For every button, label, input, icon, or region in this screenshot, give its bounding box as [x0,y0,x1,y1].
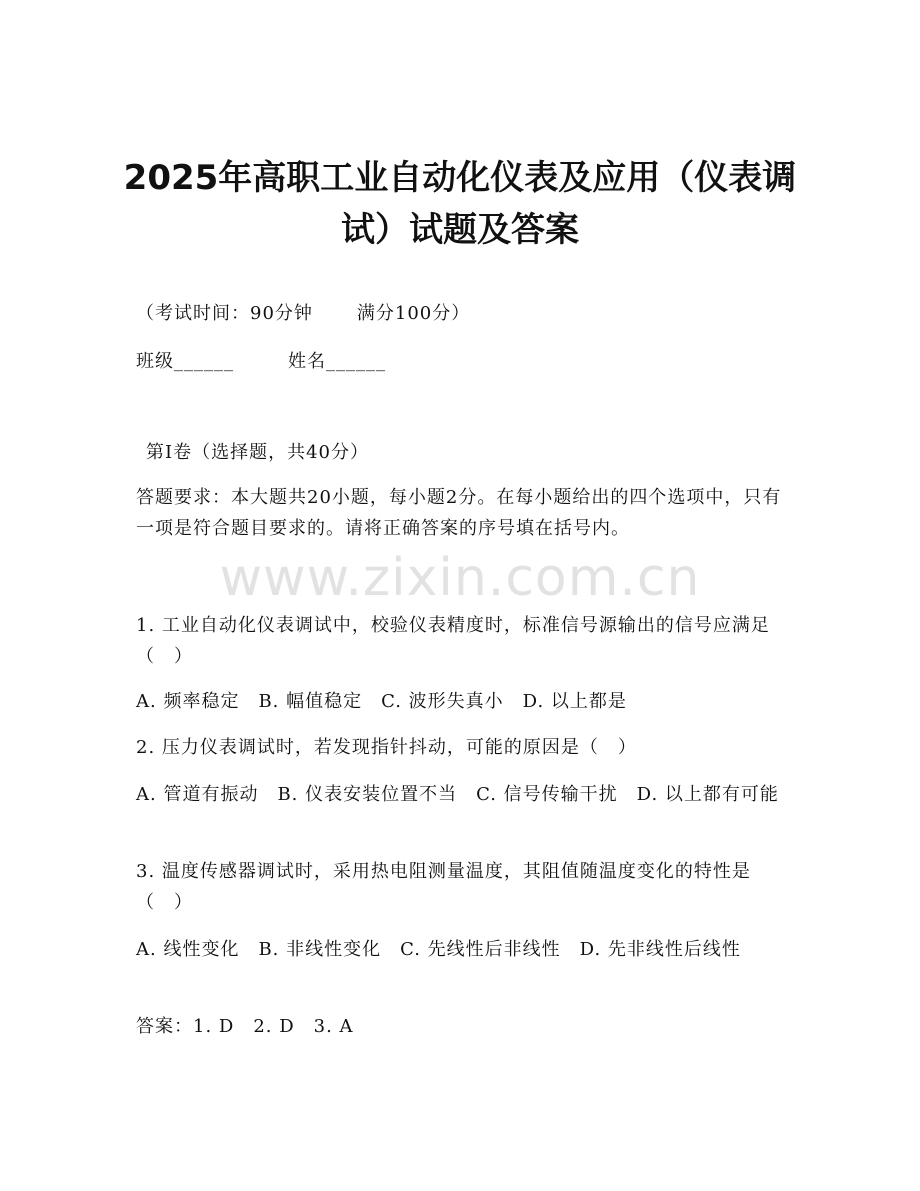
exam-time: （考试时间：90分钟 [136,303,313,324]
exam-info [136,298,470,329]
class-field: 班级______ [136,351,234,372]
question-1-options: A. 频率稳定 B. 幅值稳定 C. 波形失真小 D. 以上都是 [136,691,627,712]
exam-score: 满分100分） [356,303,471,324]
question-2-options: A. 管道有振动 B. 仪表安装位置不当 C. 信号传输干扰 D. 以上都有可能 [136,784,779,805]
section-title: 第I卷（选择题，共40分） [146,442,370,463]
document-title: 2025年高职工业自动化仪表及应用（仪表调试）试题及答案 [123,158,797,250]
student-info [136,346,386,377]
question-3-options: A. 线性变化 B. 非线性变化 C. 先线性后非线性 D. 先非线性后线性 [136,939,741,960]
watermark: www.zixin.com.cn [219,548,701,608]
question-2-stem: 2. 压力仪表调试时，若发现指针抖动，可能的原因是（ ） [136,737,637,758]
name-field: 姓名______ [288,351,386,372]
instructions: 答题要求：本大题共20小题，每小题2分。在每小题给出的四个选项中，只有一项是符合题目要求的。请将正确答案的序号填在括号内。 [136,487,782,539]
question-1-stem: 1. 工业自动化仪表调试中，校验仪表精度时，标准信号源输出的信号应满足（ ） [136,615,770,667]
answer-key: 答案：1. D 2. D 3. A [136,1016,354,1037]
question-3-stem: 3. 温度传感器调试时，采用热电阻测量温度，其阻值随温度变化的特性是（ ） [136,861,751,913]
